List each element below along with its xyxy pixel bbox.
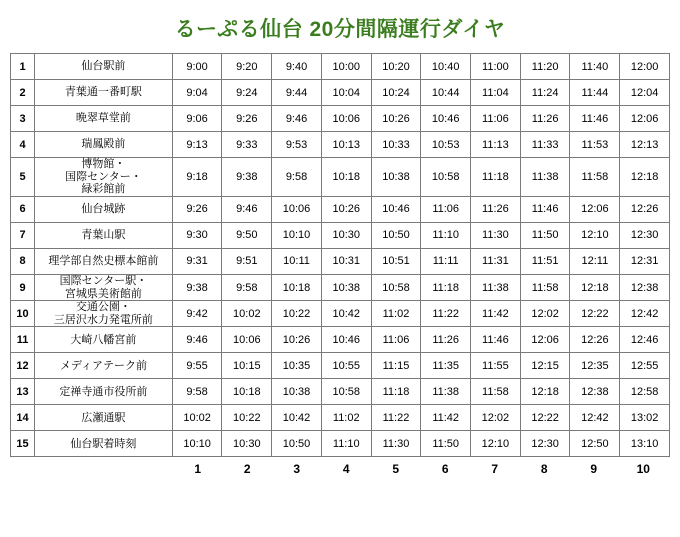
table-row [11, 405, 670, 431]
time-cell: 12:26 [620, 196, 670, 222]
time-cell: 10:20 [371, 54, 421, 80]
stop-name-line1: 仙台駅着時刻 [70, 437, 137, 450]
row-number: 13 [11, 379, 35, 405]
stop-name-line1: 瑞鳳殿前 [81, 138, 126, 151]
time-cell: 9:58 [272, 158, 322, 197]
time-cell: 9:31 [172, 248, 222, 274]
stop-name [35, 106, 173, 132]
time-cell: 9:40 [272, 54, 322, 80]
time-cell: 9:51 [222, 248, 272, 274]
time-cell: 11:11 [421, 248, 471, 274]
time-cell: 11:30 [471, 222, 521, 248]
time-cell: 9:00 [172, 54, 222, 80]
time-cell: 11:20 [520, 54, 570, 80]
stop-name-line1: 定禅寺通市役所前 [59, 385, 148, 398]
time-cell: 9:38 [172, 274, 222, 300]
trip-number: 4 [342, 462, 350, 477]
time-cell: 10:38 [321, 274, 371, 300]
time-cell: 9:20 [222, 54, 272, 80]
stop-name-line1: メディアテーク前 [59, 359, 147, 372]
trip-number: 9 [590, 462, 598, 477]
timetable-body [11, 54, 670, 457]
time-cell: 11:26 [520, 106, 570, 132]
time-cell: 11:38 [471, 274, 521, 300]
timetable-wrapper [0, 53, 680, 457]
time-cell: 12:38 [570, 379, 620, 405]
time-cell: 9:46 [172, 327, 222, 353]
time-cell: 10:38 [272, 379, 322, 405]
time-cell: 10:22 [222, 405, 272, 431]
row-number: 9 [11, 274, 35, 300]
time-cell: 10:46 [421, 106, 471, 132]
table-row [11, 196, 670, 222]
stop-name-line1: 青葉通一番町駅 [64, 86, 142, 99]
table-row [11, 54, 670, 80]
row-number: 1 [11, 54, 35, 80]
stop-name [35, 274, 173, 300]
table-row [11, 158, 670, 197]
time-cell: 11:46 [471, 327, 521, 353]
trip-number: 5 [392, 462, 400, 477]
time-cell: 11:58 [471, 379, 521, 405]
time-cell: 12:13 [620, 132, 670, 158]
time-cell: 10:31 [321, 248, 371, 274]
time-cell: 11:38 [421, 379, 471, 405]
footer-spacer [10, 462, 173, 476]
time-cell: 11:44 [570, 80, 620, 106]
time-cell: 10:02 [222, 301, 272, 327]
time-cell: 11:02 [371, 301, 421, 327]
stop-name-line2: 国際センター・ 緑彩館前 [65, 170, 142, 196]
time-cell: 12:38 [620, 274, 670, 300]
trip-number: 3 [293, 462, 301, 477]
time-cell: 12:55 [620, 353, 670, 379]
table-row [11, 80, 670, 106]
time-cell: 10:46 [321, 327, 371, 353]
stop-name-line1: 大崎八幡宮前 [70, 333, 137, 346]
time-cell: 11:42 [471, 301, 521, 327]
time-cell: 12:42 [620, 301, 670, 327]
row-number: 14 [11, 405, 35, 431]
time-cell: 10:26 [371, 106, 421, 132]
table-row [11, 222, 670, 248]
time-cell: 12:22 [570, 301, 620, 327]
time-cell: 12:26 [570, 327, 620, 353]
stop-name [35, 353, 173, 379]
time-cell: 10:30 [321, 222, 371, 248]
row-number: 8 [11, 248, 35, 274]
time-cell: 10:24 [371, 80, 421, 106]
stop-name-line2: 宮城県美術館前 [64, 287, 142, 300]
time-cell: 11:22 [421, 301, 471, 327]
time-cell: 12:35 [570, 353, 620, 379]
stop-name [35, 196, 173, 222]
time-cell: 10:00 [321, 54, 371, 80]
time-cell: 11:51 [520, 248, 570, 274]
stop-name-line1: 広瀬通駅 [81, 411, 126, 424]
stop-name [35, 248, 173, 274]
row-number: 6 [11, 196, 35, 222]
time-cell: 12:00 [620, 54, 670, 80]
time-cell: 11:18 [421, 274, 471, 300]
time-cell: 11:15 [371, 353, 421, 379]
time-cell: 9:26 [172, 196, 222, 222]
trip-number: 10 [636, 462, 650, 477]
time-cell: 10:18 [321, 158, 371, 197]
time-cell: 10:50 [371, 222, 421, 248]
time-cell: 11:13 [471, 132, 521, 158]
time-cell: 12:18 [520, 379, 570, 405]
time-cell: 9:50 [222, 222, 272, 248]
trip-number: 6 [441, 462, 449, 477]
stop-name [35, 80, 173, 106]
time-cell: 11:40 [570, 54, 620, 80]
stop-name-line1: 仙台城跡 [81, 203, 126, 216]
time-cell: 10:35 [272, 353, 322, 379]
time-cell: 11:18 [371, 379, 421, 405]
time-cell: 9:58 [172, 379, 222, 405]
time-cell: 11:00 [471, 54, 521, 80]
time-cell: 10:10 [172, 431, 222, 457]
time-cell: 11:53 [570, 132, 620, 158]
stop-name-line1: 博物館・ [81, 158, 126, 170]
time-cell: 11:31 [471, 248, 521, 274]
time-cell: 10:42 [321, 301, 371, 327]
time-cell: 11:06 [471, 106, 521, 132]
row-number: 15 [11, 431, 35, 457]
time-cell: 12:30 [520, 431, 570, 457]
time-cell: 12:18 [620, 158, 670, 197]
time-cell: 11:02 [321, 405, 371, 431]
table-row [11, 248, 670, 274]
time-cell: 11:06 [421, 196, 471, 222]
stop-name-line1: 理学部自然史標本館前 [48, 255, 159, 268]
time-cell: 11:10 [321, 431, 371, 457]
time-cell: 9:24 [222, 80, 272, 106]
trip-number: 8 [540, 462, 548, 477]
time-cell: 9:30 [172, 222, 222, 248]
time-cell: 9:46 [222, 196, 272, 222]
time-cell: 10:38 [371, 158, 421, 197]
time-cell: 10:53 [421, 132, 471, 158]
stop-name [35, 379, 173, 405]
time-cell: 11:55 [471, 353, 521, 379]
time-cell: 9:18 [172, 158, 222, 197]
page-title: るーぷる仙台 20分間隔運行ダイヤ [174, 18, 506, 41]
trip-number: 7 [491, 462, 499, 477]
stop-name [35, 327, 173, 353]
time-cell: 11:50 [520, 222, 570, 248]
row-number: 3 [11, 106, 35, 132]
time-cell: 10:06 [321, 106, 371, 132]
time-cell: 10:46 [371, 196, 421, 222]
row-number: 12 [11, 353, 35, 379]
time-cell: 9:13 [172, 132, 222, 158]
time-cell: 10:33 [371, 132, 421, 158]
time-cell: 12:10 [570, 222, 620, 248]
table-row [11, 301, 670, 327]
time-cell: 10:42 [272, 405, 322, 431]
timetable [10, 53, 670, 457]
time-cell: 11:50 [421, 431, 471, 457]
table-row [11, 431, 670, 457]
row-number: 10 [11, 301, 35, 327]
table-row [11, 274, 670, 300]
time-cell: 9:53 [272, 132, 322, 158]
stop-name [35, 222, 173, 248]
stop-name-line1: 交通公園・ [75, 301, 131, 314]
table-row [11, 379, 670, 405]
time-cell: 10:15 [222, 353, 272, 379]
time-cell: 11:04 [471, 80, 521, 106]
row-number: 2 [11, 80, 35, 106]
time-cell: 10:06 [272, 196, 322, 222]
row-number: 4 [11, 132, 35, 158]
time-cell: 12:06 [570, 196, 620, 222]
time-cell: 12:11 [570, 248, 620, 274]
time-cell: 11:35 [421, 353, 471, 379]
row-number: 7 [11, 222, 35, 248]
stop-name [35, 431, 173, 457]
time-cell: 10:55 [321, 353, 371, 379]
stop-name-line1: 青葉山駅 [81, 229, 126, 242]
time-cell: 11:26 [421, 327, 471, 353]
time-cell: 11:58 [520, 274, 570, 300]
time-cell: 9:42 [172, 301, 222, 327]
time-cell: 13:10 [620, 431, 670, 457]
time-cell: 9:33 [222, 132, 272, 158]
row-number: 11 [11, 327, 35, 353]
time-cell: 12:04 [620, 80, 670, 106]
time-cell: 10:13 [321, 132, 371, 158]
time-cell: 9:46 [272, 106, 322, 132]
stop-name [35, 405, 173, 431]
time-cell: 11:33 [520, 132, 570, 158]
stop-name-line1: 国際センター駅・ [59, 274, 148, 287]
time-cell: 10:51 [371, 248, 421, 274]
time-cell: 12:50 [570, 431, 620, 457]
time-cell: 10:50 [272, 431, 322, 457]
time-cell: 9:55 [172, 353, 222, 379]
time-cell: 12:46 [620, 327, 670, 353]
table-row [11, 106, 670, 132]
time-cell: 11:42 [421, 405, 471, 431]
time-cell: 11:10 [421, 222, 471, 248]
row-number: 5 [11, 158, 35, 197]
time-cell: 12:06 [520, 327, 570, 353]
stop-name-line2: 三居沢水力発電所前 [53, 313, 153, 326]
time-cell: 12:18 [570, 274, 620, 300]
time-cell: 11:06 [371, 327, 421, 353]
time-cell: 10:26 [272, 327, 322, 353]
stop-name [35, 54, 173, 80]
time-cell: 10:58 [421, 158, 471, 197]
trip-number: 2 [243, 462, 251, 477]
time-cell: 12:42 [570, 405, 620, 431]
time-cell: 12:15 [520, 353, 570, 379]
time-cell: 10:11 [272, 248, 322, 274]
time-cell: 13:02 [620, 405, 670, 431]
time-cell: 10:58 [371, 274, 421, 300]
time-cell: 12:10 [471, 431, 521, 457]
time-cell: 11:38 [520, 158, 570, 197]
stop-name [35, 301, 173, 327]
stop-name [35, 132, 173, 158]
time-cell: 11:46 [520, 196, 570, 222]
time-cell: 10:40 [421, 54, 471, 80]
time-cell: 11:26 [471, 196, 521, 222]
time-cell: 11:18 [471, 158, 521, 197]
time-cell: 11:46 [570, 106, 620, 132]
time-cell: 12:31 [620, 248, 670, 274]
time-cell: 12:06 [620, 106, 670, 132]
time-cell: 9:04 [172, 80, 222, 106]
trip-number: 1 [194, 462, 202, 477]
time-cell: 10:22 [272, 301, 322, 327]
stop-name-line1: 仙台駅前 [81, 60, 126, 73]
trip-number-row [0, 457, 680, 476]
table-row [11, 327, 670, 353]
time-cell: 10:26 [321, 196, 371, 222]
time-cell: 9:44 [272, 80, 322, 106]
time-cell: 10:04 [321, 80, 371, 106]
time-cell: 10:06 [222, 327, 272, 353]
time-cell: 10:44 [421, 80, 471, 106]
time-cell: 9:06 [172, 106, 222, 132]
time-cell: 12:02 [520, 301, 570, 327]
time-cell: 12:30 [620, 222, 670, 248]
time-cell: 11:58 [570, 158, 620, 197]
time-cell: 11:22 [371, 405, 421, 431]
time-cell: 12:22 [520, 405, 570, 431]
time-cell: 11:30 [371, 431, 421, 457]
stop-name-line1: 晩翠草堂前 [75, 112, 131, 125]
table-row [11, 353, 670, 379]
time-cell: 10:30 [222, 431, 272, 457]
time-cell: 12:58 [620, 379, 670, 405]
time-cell: 9:58 [222, 274, 272, 300]
table-row [11, 132, 670, 158]
time-cell: 9:26 [222, 106, 272, 132]
time-cell: 10:18 [272, 274, 322, 300]
time-cell: 10:02 [172, 405, 222, 431]
time-cell: 10:10 [272, 222, 322, 248]
time-cell: 9:38 [222, 158, 272, 197]
time-cell: 10:18 [222, 379, 272, 405]
time-cell: 12:02 [471, 405, 521, 431]
time-cell: 10:58 [321, 379, 371, 405]
stop-name [35, 158, 173, 197]
time-cell: 11:24 [520, 80, 570, 106]
